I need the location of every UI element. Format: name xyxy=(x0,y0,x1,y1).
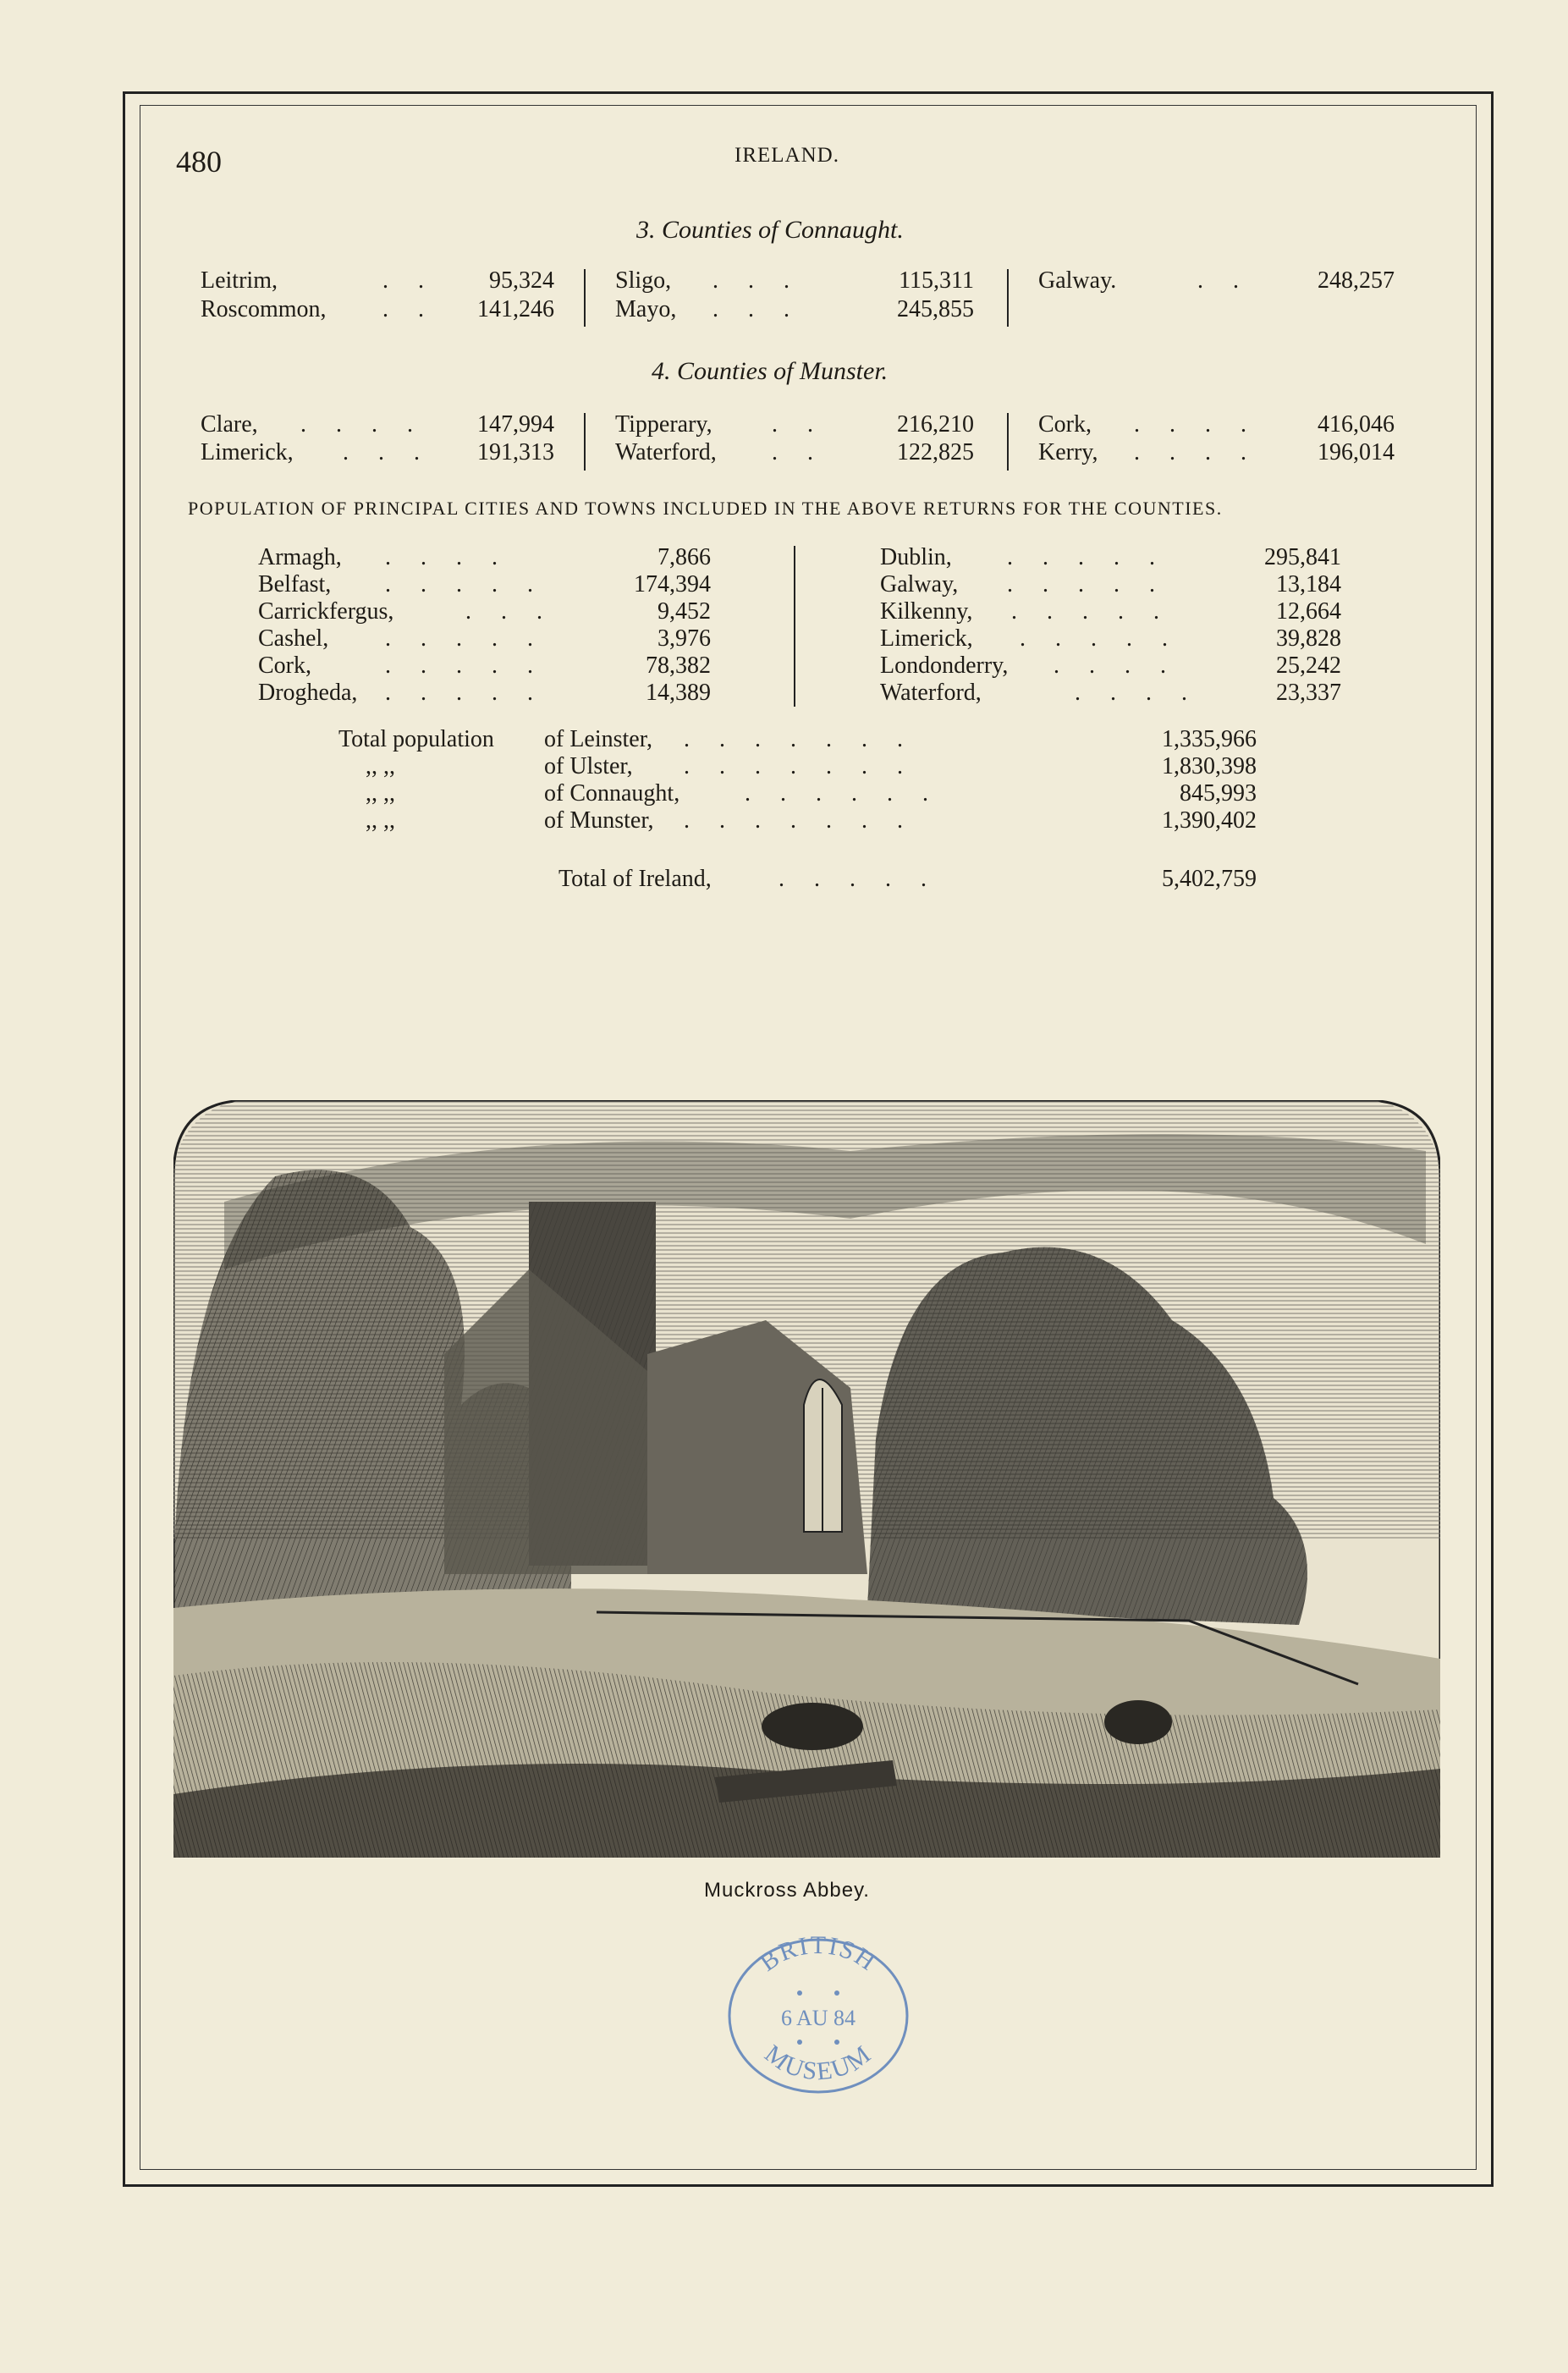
county-value: 248,257 xyxy=(1318,267,1395,294)
city-value: 12,664 xyxy=(1276,598,1341,625)
total-label: of Ulster, xyxy=(544,753,633,779)
city-name: Limerick, xyxy=(880,625,973,652)
city-name: Drogheda, xyxy=(258,680,358,706)
county-name: Roscommon, xyxy=(201,296,327,322)
total-lead: ,, ,, xyxy=(366,753,395,779)
city-name: Belfast, xyxy=(258,571,332,597)
city-value: 78,382 xyxy=(646,652,711,679)
page-number: 480 xyxy=(176,145,222,179)
cities-heading: POPULATION OF PRINCIPAL CITIES AND TOWNS INCLUDED IN THE ABOVE RETURNS FOR THE COUNTIES. xyxy=(188,498,1223,519)
column-rule xyxy=(794,546,795,707)
county-value: 216,210 xyxy=(897,411,974,438)
illustration-caption: Muckross Abbey. xyxy=(704,1879,870,1902)
muckross-abbey-engraving xyxy=(173,1100,1440,1858)
svg-text:BRITISH xyxy=(755,1934,882,1977)
county-value: 147,994 xyxy=(477,411,554,438)
city-value: 295,841 xyxy=(1264,544,1341,570)
total-value: 845,993 xyxy=(1180,780,1257,807)
county-value: 122,825 xyxy=(897,439,974,465)
column-rule xyxy=(584,413,586,471)
total-label: of Connaught, xyxy=(544,780,680,807)
county-name: Limerick, xyxy=(201,439,294,465)
city-name: Galway, xyxy=(880,571,959,597)
city-name: Armagh, xyxy=(258,544,342,570)
column-rule xyxy=(1007,269,1009,327)
city-value: 7,866 xyxy=(657,544,711,570)
city-value: 14,389 xyxy=(646,680,711,706)
city-name: Waterford, xyxy=(880,680,982,706)
city-value: 174,394 xyxy=(634,571,711,597)
total-lead: ,, ,, xyxy=(366,807,395,834)
column-rule xyxy=(584,269,586,327)
county-value: 245,855 xyxy=(897,296,974,322)
city-name: Londonderry, xyxy=(880,652,1009,679)
county-name: Waterford, xyxy=(615,439,717,465)
city-name: Cork, xyxy=(258,652,311,679)
total-value: 1,390,402 xyxy=(1162,807,1257,834)
city-value: 25,242 xyxy=(1276,652,1341,679)
county-value: 191,313 xyxy=(477,439,554,465)
city-value: 13,184 xyxy=(1276,571,1341,597)
total-lead: Total population xyxy=(338,726,494,752)
county-value: 115,311 xyxy=(899,267,974,294)
total-label: of Leinster, xyxy=(544,726,652,752)
county-name: Leitrim, xyxy=(201,267,278,294)
city-value: 39,828 xyxy=(1276,625,1341,652)
county-name: Sligo, xyxy=(615,267,672,294)
total-value: 1,335,966 xyxy=(1162,726,1257,752)
grand-total-value: 5,402,759 xyxy=(1162,866,1257,892)
stamp-line-1: BRITISH xyxy=(754,1934,883,1977)
county-name: Kerry, xyxy=(1038,439,1098,465)
stamp-date: 6 AU 84 xyxy=(780,2006,856,2030)
total-label: of Munster, xyxy=(544,807,654,834)
city-value: 23,337 xyxy=(1276,680,1341,706)
section-title-connaught: 3. Counties of Connaught. xyxy=(636,216,904,244)
county-value: 141,246 xyxy=(477,296,554,322)
total-value: 1,830,398 xyxy=(1162,753,1257,779)
county-name: Cork, xyxy=(1038,411,1092,438)
county-name: Mayo, xyxy=(615,296,677,322)
city-value: 9,452 xyxy=(657,598,711,625)
stamp-line-2: MUSEUM xyxy=(759,2039,878,2086)
county-value: 196,014 xyxy=(1318,439,1395,465)
total-lead: ,, ,, xyxy=(366,780,395,807)
city-name: Cashel, xyxy=(258,625,329,652)
british-museum-stamp xyxy=(723,1934,914,2099)
column-rule xyxy=(1007,413,1009,471)
city-name: Carrickfergus, xyxy=(258,598,394,625)
svg-text:MUSEUM xyxy=(760,2040,878,2086)
county-name: Galway. xyxy=(1038,267,1117,294)
county-name: Clare, xyxy=(201,411,258,438)
county-value: 95,324 xyxy=(489,267,554,294)
section-title-munster: 4. Counties of Munster. xyxy=(652,357,889,385)
city-name: Kilkenny, xyxy=(880,598,973,625)
grand-total-label: Total of Ireland, xyxy=(558,866,712,892)
county-value: 416,046 xyxy=(1318,411,1395,438)
city-name: Dublin, xyxy=(880,544,952,570)
county-name: Tipperary, xyxy=(615,411,712,438)
running-title: IRELAND. xyxy=(734,144,839,167)
city-value: 3,976 xyxy=(657,625,711,652)
